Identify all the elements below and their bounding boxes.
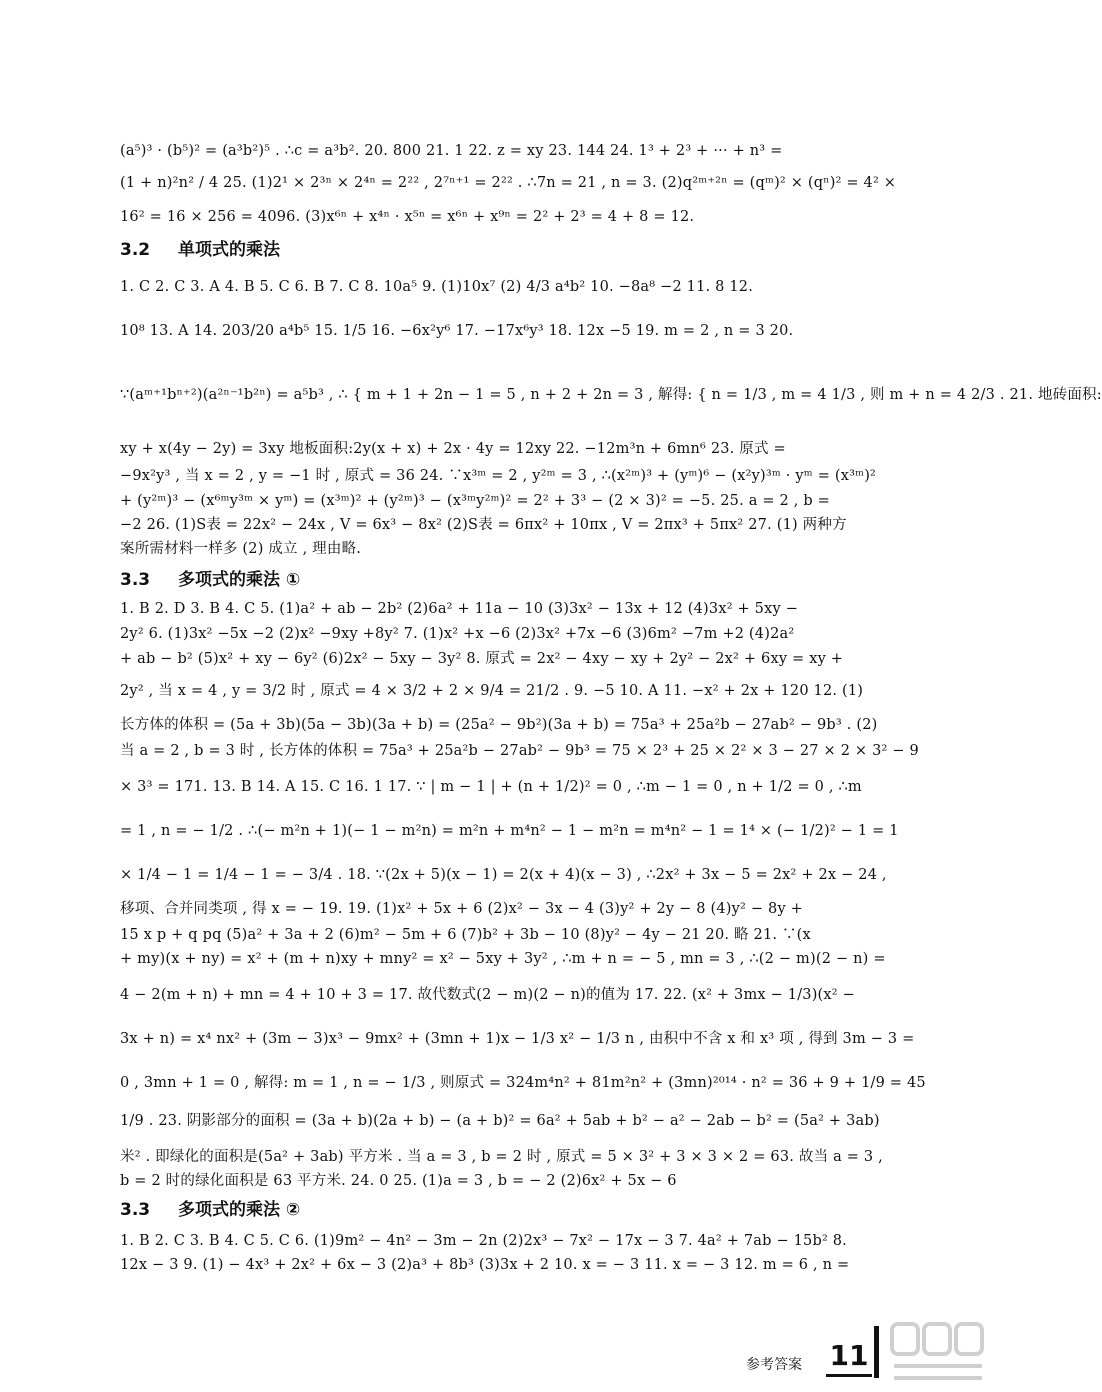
section-title: 多项式的乘法 ② [178, 1200, 301, 1220]
text-line: (a⁵)³ · (b⁵)² = (a³b²)⁵ . ∴c = a³b². 20. 800 21. 1 22. z = xy 23. 144 24. 1³ + 2³ + ··· + n³ = [120, 143, 783, 159]
text-line: xy + x(4y − 2y) = 3xy 地板面积:2y(x + x) + 2x · 4y = 12xy 22. −12m³n + 6mn⁶ 23. 原式 = [120, 441, 786, 457]
section-number: 3.3 [120, 1200, 151, 1220]
text-line: × 3³ = 171. 13. B 14. A 15. C 16. 1 17. ∵ | m − 1 | + (n + 1/2)² = 0 , ∴m − 1 = 0 , n + 1/2 = 0 , ∴m [120, 779, 862, 795]
text-line: 1. C 2. C 3. A 4. B 5. C 6. B 7. C 8. 10a⁵ 9. (1)10x⁷ (2) 4/3 a⁴b² 10. −8a⁸ −2 11. 8 12. [120, 279, 754, 295]
text-line: 当 a = 2 , b = 3 时 , 长方体的体积 = 75a³ + 25a²b − 27ab² − 9b³ = 75 × 2³ + 25 × 2² × 3 − 27 × 2 × 3² − 9 [120, 743, 919, 759]
section-title: 单项式的乘法 [178, 240, 280, 260]
section-number: 3.3 [120, 570, 151, 590]
text-line: b = 2 时的绿化面积是 63 平方米. 24. 0 25. (1)a = 3 , b = − 2 (2)6x² + 5x − 6 [120, 1173, 677, 1189]
text-line: 2y² , 当 x = 4 , y = 3/2 时 , 原式 = 4 × 3/2 + 2 × 9/4 = 21/2 . 9. −5 10. A 11. −x² + 2x + 120 12. (1) [120, 683, 864, 699]
text-line: ∵(aᵐ⁺¹bⁿ⁺²)(a²ⁿ⁻¹b²ⁿ) = a⁵b³ , ∴ { m + 1 + 2n − 1 = 5 , n + 2 + 2n = 3 , 解得: { n = 1/3 , m = 4 1/3 , 则 m + n = 4 2/3 . 21. 地砖面积: [120, 387, 1102, 403]
section-title: 多项式的乘法 ① [178, 570, 301, 590]
footer-label: 参考答案 [746, 1357, 802, 1373]
text-line: 案所需材料一样多 (2) 成立 , 理由略. [120, 541, 362, 557]
text-line: + ab − b² (5)x² + xy − 6y² (6)2x² − 5xy − 3y² 8. 原式 = 2x² − 4xy − xy + 2y² − 2x² + 6xy = xy + [120, 651, 844, 667]
section-heading-3-3-part2 [120, 1198, 300, 1222]
text-line: 1. B 2. D 3. B 4. C 5. (1)a² + ab − 2b² (2)6a² + 11a − 10 (3)3x² − 13x + 12 (4)3x² + 5xy − [120, 601, 799, 617]
text-line: (1 + n)²n² / 4 25. (1)2¹ × 2³ⁿ × 2⁴ⁿ = 2²² , 2⁷ⁿ⁺¹ = 2²² . ∴7n = 21 , n = 3. (2)q²ᵐ⁺²ⁿ = (qᵐ)² × (qⁿ)² = 4² × [120, 175, 897, 191]
text-line: 15 x p + q pq (5)a² + 3a + 2 (6)m² − 5m + 6 (7)b² + 3b − 10 (8)y² − 4y − 21 20. 略 21. ∵(x [120, 927, 811, 943]
page-number: 11 [826, 1338, 872, 1377]
text-line: 长方体的体积 = (5a + 3b)(5a − 3b)(3a + b) = (25a² − 9b²)(3a + b) = 75a³ + 25a²b − 27ab² − 9b³ . (2) [120, 717, 878, 733]
text-line: 2y² 6. (1)3x² −5x −2 (2)x² −9xy +8y² 7. (1)x² +x −6 (2)3x² +7x −6 (3)6m² −7m +2 (4)2a² [120, 626, 795, 642]
section-heading-3-3-part1 [120, 568, 300, 592]
text-line: 4 − 2(m + n) + mn = 4 + 10 + 3 = 17. 故代数式(2 − m)(2 − n)的值为 17. 22. (x² + 3mx − 1/3)(x² − [120, 987, 855, 1003]
text-line: 移项、合并同类项 , 得 x = − 19. 19. (1)x² + 5x + 6 (2)x² − 3x − 4 (3)y² + 2y − 8 (4)y² − 8y + [120, 901, 803, 917]
text-line: 3x + n) = x⁴ nx² + (3m − 3)x³ − 9mx² + (3mn + 1)x − 1/3 x² − 1/3 n , 由积中不含 x 和 x³ 项 , 得到 3m − 3 = [120, 1031, 915, 1047]
text-line: 1/9 . 23. 阴影部分的面积 = (3a + b)(2a + b) − (a + b)² = 6a² + 5ab + b² − a² − 2ab − b² = (5a² + 3ab) [120, 1113, 880, 1129]
text-line: × 1/4 − 1 = 1/4 − 1 = − 3/4 . 18. ∵(2x + 5)(x − 1) = 2(x + 4)(x − 3) , ∴2x² + 3x − 5 = 2x² + 2x − 24 , [120, 867, 887, 883]
text-line: = 1 , n = − 1/2 . ∴(− m²n + 1)(− 1 − m²n) = m²n + m⁴n² − 1 − m²n = m⁴n² − 1 = 1⁴ × (− 1/2)² − 1 = 1 [120, 823, 899, 839]
text-line: 米² . 即绿化的面积是(5a² + 3ab) 平方米 . 当 a = 3 , b = 2 时 , 原式 = 5 × 3² + 3 × 3 × 2 = 63. 故当 a = 3 , [120, 1149, 883, 1165]
section-number: 3.2 [120, 240, 151, 260]
text-line: 0 , 3mn + 1 = 0 , 解得: m = 1 , n = − 1/3 , 则原式 = 324m⁴n² + 81m²n² + (3mn)²⁰¹⁴ · n² = 36 + 9 + 1/9 = 45 [120, 1075, 926, 1091]
text-line: 1. B 2. C 3. B 4. C 5. C 6. (1)9m² − 4n² − 3m − 2n (2)2x³ − 7x² − 17x − 3 7. 4a² + 7ab − 15b² 8. [120, 1233, 847, 1249]
text-line: + (y²ᵐ)³ − (x⁶ᵐy³ᵐ × yᵐ) = (x³ᵐ)² + (y²ᵐ)³ − (x³ᵐy²ᵐ)² = 2² + 3³ − (2 × 3)² = −5. 25. a = 2 , b = [120, 493, 830, 509]
text-line: 12x − 3 9. (1) − 4x³ + 2x² + 6x − 3 (2)a³ + 8b³ (3)3x + 2 10. x = − 3 11. x = − 3 12. m = 6 , n = [120, 1257, 850, 1273]
watermark-logo-icon [888, 1318, 988, 1388]
text-line: + my)(x + ny) = x² + (m + n)xy + mny² = x² − 5xy + 3y² , ∴m + n = − 5 , mn = 3 , ∴(2 − m)(2 − n) = [120, 951, 886, 967]
text-line: −2 26. (1)S表 = 22x² − 24x , V = 6x³ − 8x² (2)S表 = 6πx² + 10πx , V = 2πx³ + 5πx² 27. (1) 两种方 [120, 517, 847, 533]
section-heading-3-2 [120, 238, 280, 262]
text-line: 10⁸ 13. A 14. 203/20 a⁴b⁵ 15. 1/5 16. −6x²y⁶ 17. −17x⁶y³ 18. 12x −5 19. m = 2 , n = 3 20. [120, 323, 794, 339]
text-line: 16² = 16 × 256 = 4096. (3)x⁶ⁿ + x⁴ⁿ · x⁵ⁿ = x⁶ⁿ + x⁹ⁿ = 2² + 2³ = 4 + 8 = 12. [120, 209, 695, 225]
page-number-bar [874, 1326, 879, 1378]
text-line: −9x²y³ , 当 x = 2 , y = −1 时 , 原式 = 36 24. ∵x³ᵐ = 2 , y²ᵐ = 3 , ∴(x²ᵐ)³ + (yᵐ)⁶ − (x²y)³ᵐ · yᵐ = (x³ᵐ)² [120, 468, 877, 484]
